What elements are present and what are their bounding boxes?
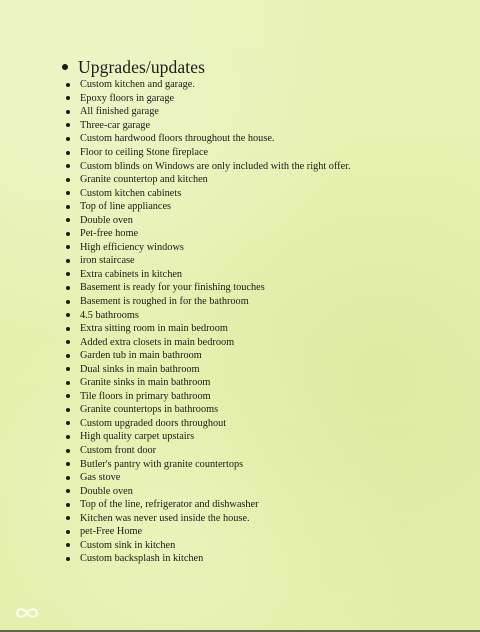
- list-item-text: High quality carpet upstairs: [80, 431, 195, 443]
- list-item: [66, 552, 351, 566]
- bullet-icon: [66, 218, 70, 222]
- list-item: [66, 539, 351, 553]
- list-item: [66, 390, 351, 404]
- bullet-icon: [66, 476, 70, 480]
- list-item: [66, 281, 351, 295]
- list-item-text: Granite countertops in bathrooms: [80, 404, 219, 416]
- list-item-text: Extra cabinets in kitchen: [80, 268, 183, 280]
- list-item: [66, 78, 351, 92]
- list-item-text: High efficiency windows: [80, 241, 184, 253]
- list-item-text: Custom sink in kitchen: [80, 539, 176, 551]
- bullet-icon: [66, 313, 70, 317]
- bullet-icon: [66, 530, 70, 534]
- list-item: [66, 241, 351, 255]
- list-item: [66, 132, 351, 146]
- list-item-text: Custom kitchen and garage.: [80, 79, 195, 91]
- bullet-icon: [66, 137, 70, 141]
- bullet-icon: [66, 96, 70, 100]
- list-item: [66, 308, 351, 322]
- list-item-text: Granite countertop and kitchen: [80, 174, 208, 186]
- list-item-text: Custom backsplash in kitchen: [80, 553, 204, 565]
- list-item-text: pet-Free Home: [80, 526, 143, 538]
- list-item: [66, 268, 351, 282]
- bullet-icon: [66, 110, 70, 114]
- list-item-text: Double oven: [80, 214, 133, 226]
- list-item: [66, 444, 351, 458]
- bullet-icon: [66, 340, 70, 344]
- bullet-icon: [66, 327, 70, 331]
- list-item-text: Kitchen was never used inside the house.: [80, 512, 250, 524]
- bullet-icon: [66, 164, 70, 168]
- upgrades-list: [66, 78, 351, 566]
- list-item: [66, 105, 351, 119]
- list-item-text: Dual sinks in main bathroom: [80, 363, 200, 375]
- list-item-text: Custom kitchen cabinets: [80, 187, 182, 199]
- list-item: [66, 200, 351, 214]
- list-item: [66, 471, 351, 485]
- bullet-icon: [66, 178, 70, 182]
- list-item: [66, 512, 351, 526]
- list-item-text: Basement is roughed in for the bathroom: [80, 296, 249, 308]
- bullet-icon: [66, 462, 70, 466]
- list-item-text: All finished garage: [80, 106, 159, 118]
- list-item: [66, 254, 351, 268]
- bullet-icon: [66, 435, 70, 439]
- list-item-text: Granite sinks in main bathroom: [80, 377, 211, 389]
- list-item: [66, 376, 351, 390]
- list-item-text: Tile floors in primary bathroom: [80, 390, 211, 402]
- bullet-icon: [66, 449, 70, 453]
- list-item-text: Top of line appliances: [80, 201, 172, 213]
- list-item: [66, 430, 351, 444]
- bullet-icon: [66, 516, 70, 520]
- list-item: [66, 173, 351, 187]
- bullet-icon: [66, 557, 70, 561]
- bullet-icon: [66, 408, 70, 412]
- list-item: [66, 362, 351, 376]
- list-item-text: Basement is ready for your finishing touches: [80, 282, 265, 294]
- list-item: [66, 227, 351, 241]
- list-item: [66, 186, 351, 200]
- list-item: [66, 403, 351, 417]
- bullet-icon: [66, 394, 70, 398]
- list-item: [66, 525, 351, 539]
- list-item-text: Epoxy floors in garage: [80, 92, 175, 104]
- list-item-text: Floor to ceiling Stone fireplace: [80, 147, 209, 158]
- list-item-text: Pet-free home: [80, 228, 139, 240]
- list-item: [66, 335, 351, 349]
- infinity-logo-icon: [12, 604, 42, 622]
- list-item-text: Garden tub in main bathroom: [80, 350, 202, 362]
- bullet-icon: [66, 543, 70, 547]
- bullet-icon: [66, 83, 70, 87]
- bullet-icon: [66, 205, 70, 209]
- list-item: [66, 146, 351, 160]
- bullet-icon: [66, 300, 70, 304]
- bullet-icon: [66, 286, 70, 290]
- bullet-icon: [66, 421, 70, 425]
- bullet-icon: [66, 245, 70, 249]
- list-item: [66, 484, 351, 498]
- list-heading: [62, 56, 205, 78]
- bullet-icon: [66, 381, 70, 385]
- list-item: [66, 295, 351, 309]
- bullet-icon: [66, 272, 70, 276]
- list-item-text: Added extra closets in main bedroom: [80, 336, 235, 348]
- list-item: [66, 417, 351, 431]
- bullet-icon: [66, 489, 70, 493]
- list-item: [66, 159, 351, 173]
- list-item: [66, 457, 351, 471]
- list-item-text: iron staircase: [80, 255, 135, 267]
- bullet-icon: [66, 354, 70, 358]
- list-item: [66, 119, 351, 133]
- list-item-text: Top of the line, refrigerator and dishwasher: [80, 499, 259, 511]
- list-item-text: Custom hardwood floors throughout the house.: [80, 133, 275, 145]
- bullet-icon: [66, 232, 70, 236]
- list-item-text: Double oven: [80, 485, 133, 497]
- list-item-text: Custom blinds on Windows are only included with the right offer.: [80, 160, 351, 172]
- list-item: [66, 213, 351, 227]
- list-item-text: Extra sitting room in main bedroom: [80, 323, 228, 335]
- bullet-icon: [66, 259, 70, 263]
- list-item-text: Custom upgraded doors throughout: [80, 417, 227, 429]
- list-item: [66, 322, 351, 336]
- bullet-icon: [66, 151, 70, 155]
- list-item-text: 4.5 bathrooms: [80, 309, 139, 321]
- bullet-icon: [66, 367, 70, 371]
- bullet-icon: [62, 64, 68, 70]
- list-item: [66, 92, 351, 106]
- list-item-text: Gas stove: [80, 472, 121, 484]
- bullet-icon: [66, 503, 70, 507]
- list-item: [66, 498, 351, 512]
- list-item-text: Butler's pantry with granite countertops: [80, 458, 244, 470]
- bullet-icon: [66, 123, 70, 127]
- list-item: [66, 349, 351, 363]
- bullet-icon: [66, 191, 70, 195]
- list-item-text: Custom front door: [80, 445, 157, 457]
- list-item-text: Three-car garage: [80, 119, 151, 131]
- heading-text: Upgrades/updates: [78, 57, 205, 77]
